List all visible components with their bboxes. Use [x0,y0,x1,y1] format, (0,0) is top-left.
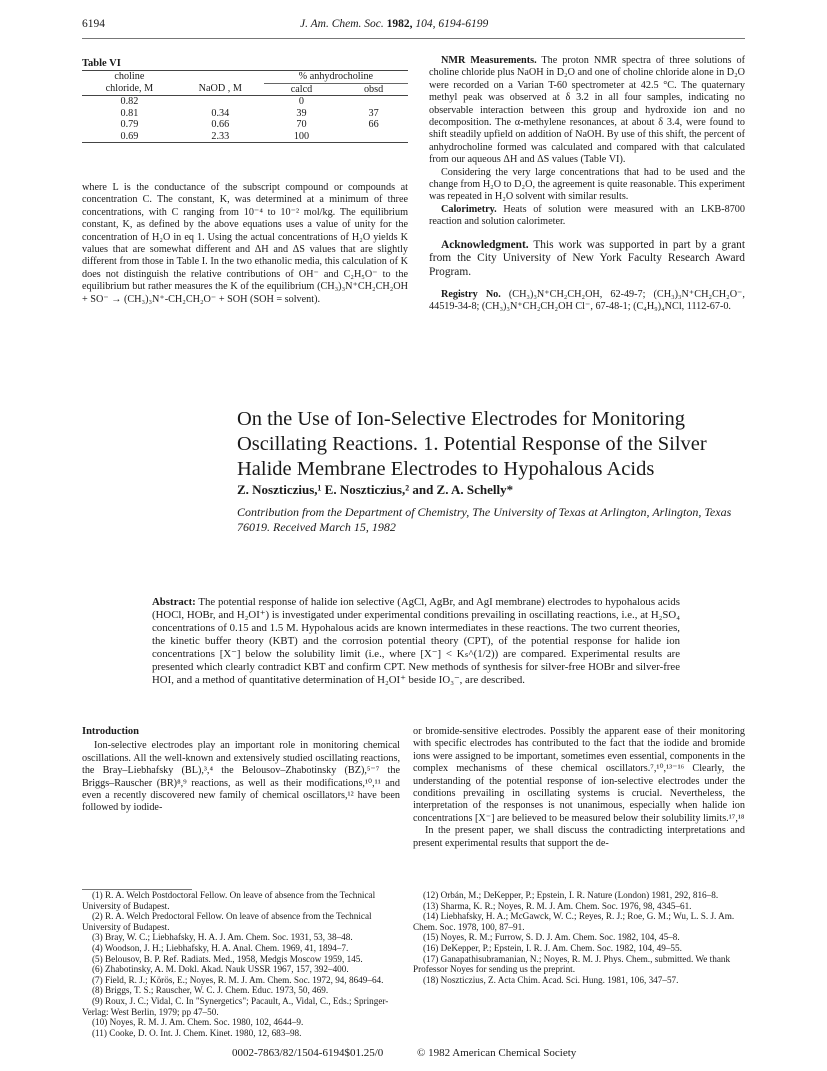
intro-left-column [82,726,400,815]
footnote: (14) Liebhafsky, H. A.; McGawck, W. C.; Reyes, R. J.; Roe, G. M.; Wu, L. S. J. Am. Chem. Soc. 1978, 100, 87–91. [413,911,735,932]
running-head [300,18,488,30]
paragraph: where L is the conductance of the subscript compound or compounds at concentration C. The constant, K, was determined at a minimum of three concentrations, with C ranging from 10⁻⁴ to 10⁻² mol/kg. The equilibrium constant, K, as defined by the above equations uses a value of unity for the concentration of H₂O in eq 1. Using the actual concentrations of H₂O yields K values that are somewhat different and ΔH and ΔS values that are slightly different from those in Table I. In the two ethanolic media, this calculation of K does not distinguish the relative contributions of OH⁻ and C₂H₅O⁻ to the equilibrium but rather measures the K of the equilibrium (CH₃)₃N⁺CH₂CH₂OH + SO⁻ → (CH₃)₃N⁺-CH₂CH₂O⁻ + SOH (SOH = solvent). [82,182,408,305]
col-calcd-header: calcd [290,83,313,95]
table-title: Table VI [82,58,121,69]
footnote: (4) Woodson, J. H.; Liebhafsky, H. A. Anal. Chem. 1969, 41, 1894–7. [92,942,349,953]
paragraph-registry [429,289,745,314]
table-cell: 0.79 [120,119,139,130]
intro-right-column [413,726,745,850]
nmr-heading: NMR Measurements. [441,55,537,66]
footnote: (8) Briggs, T. S.; Rauscher, W. C. J. Chem. Educ. 1973, 50, 469. [92,985,329,996]
col-choline-line2: chloride, M [105,83,154,95]
table-row [82,96,408,108]
table-cell: 0.82 [120,96,139,107]
registry-heading: Registry No. [441,288,501,300]
table-row [82,119,408,131]
footnote: (17) Ganapathisubramanian, N.; Noyes, R. M. J. Phys. Chem., submitted. We thank Professor Noyes for sending us the preprint. [413,953,731,975]
abstract [152,596,680,687]
data-table [82,70,408,143]
col-choline-line1: choline [114,71,145,83]
registry-text: (CH₃)₃N⁺CH₂CH₂OH, 62-49-7; (CH₃)₃N⁺CH₂CH₂O⁻, 44519-34-8; (CH₃)₃N⁺CH₂CH₂OH Cl⁻, 67-48-1; (C₄H₉)₄NCl, 1112-67-0. [429,288,745,313]
col-group-header: % anhydrocholine [264,71,408,83]
footer-copyright: © 1982 American Chemical Society [417,1047,577,1059]
table-cell [339,131,408,143]
paragraph: In the present paper, we shall discuss the contradicting interpretations and present experimental results that support the de- [413,825,745,849]
table-cell: 0.34 [211,107,230,119]
footnote: (1) R. A. Welch Postdoctoral Fellow. On leave of absence from the Technical University of Budapest. [82,890,376,911]
footnote: (9) Roux, J. C.; Vidal, C. In "Synergetics"; Pacault, A., Vidal, C., Eds.; Springer-Verlag: West Berlin, 1979; pp 47–50. [82,995,389,1017]
paragraph: Considering the very large concentrations that had to be used and the change from H₂O to D₂O, the agreement is quite reasonable. This experiment was repeated in H₂O solvent with similar results. [429,166,745,203]
footnote: (18) Noszticzius, Z. Acta Chim. Acad. Sci. Hung. 1981, 106, 347–57. [423,974,679,985]
table-cell: 0 [298,96,305,107]
paragraph: or bromide-sensitive electrodes. Possibly the apparent ease of their monitoring with specific electrodes has contributed to the fact that the iodide and bromide ions were assigned to be important, sometimes even essential, components in the complex mechanisms of these chemical oscillators.⁷,¹⁰,¹³⁻¹⁶ Clearly, the understanding of the potential response of ion-selective electrodes under the conditions prevailing in oscillating systems is crucial. Nevertheless, the interpretation of the responses is not unanimous, especially when halide ion concentrations [X⁻] are believed to be measured below their solubility limits.¹⁷,¹⁸ [413,726,745,824]
journal-volume-pages: 104, 6194-6199 [415,18,489,30]
section-heading: Introduction [82,726,139,737]
right-column-text [429,55,745,314]
footnote: (16) DeKepper, P.; Epstein, I. R. J. Am. Chem. Soc. 1982, 104, 49–55. [423,942,682,953]
footnote: (7) Field, R. J.; Körös, E.; Noyes, R. M. J. Am. Chem. Soc. 1972, 94, 8649–64. [92,974,384,985]
table-cell: 0.66 [211,119,230,130]
paragraph-nmr [429,55,745,167]
footnotes-left [82,889,400,1038]
header-rule [82,38,745,39]
footnote: (2) R. A. Welch Predoctoral Fellow. On leave of absence from the Technical University of Budapest. [82,911,372,932]
col-naod-header: NaOD , M [198,83,242,95]
footnote: (11) Cooke, D. O. Int. J. Chem. Kinet. 1980, 12, 683–98. [92,1027,302,1038]
table-row [82,131,408,143]
table-cell [177,96,264,108]
table-cell: 70 [296,119,307,130]
journal-name: J. Am. Chem. Soc. [300,18,384,30]
page-number: 6194 [82,18,105,30]
footnote: (10) Noyes, R. M. J. Am. Chem. Soc. 1980, 102, 4644–9. [92,1017,304,1028]
abstract-heading: Abstract: [152,596,196,608]
footnote: (3) Bray, W. C.; Liebhafsky, H. A. J. Am. Chem. Soc. 1931, 53, 38–48. [92,932,353,943]
table-cell: 0.81 [120,107,139,119]
article-contribution: Contribution from the Department of Chemistry, The University of Texas at Arlington, Arlington, Texas 76019. Received March 15, 1982 [237,505,732,534]
footnote: (15) Noyes, R. M.; Furrow, S. D. J. Am. Chem. Soc. 1982, 104, 45–8. [423,932,680,943]
nmr-text: The proton NMR spectra of three solutions of choline chloride plus NaOH in D₂O and one of choline chloride alone in D₂O were recorded on a Varian T-60 spectrometer at 42.5 °C. The quaternary methyl peak was observed at δ 3.2 in all four samples, indicating no observable interaction between this group and hydroxide ion and no decomposition. The α-methylene resonances, at about δ 3.4, were found to shift steadily upfield on addition of NaOH. By use of this shift, the percent of anhydrocholine formed was calculated and compared with that calculated from our aqueous ΔH and ΔS values (Table VI). [429,55,745,166]
ack-heading: Acknowledgment. [441,238,529,251]
footer-code: 0002-7863/82/1504-6194$01.25/0 [232,1047,384,1059]
paragraph: Ion-selective electrodes play an important role in monitoring chemical oscillations. All the well-known and extensively studied oscillating reactions, the Bray–Liebhafsky (BL),³,⁴ the Belousov–Zhabotinsky (BZ),⁵⁻⁷ the Briggs–Rauscher (BR)⁸,⁹ reactions, as well as their modifications,¹⁰,¹¹ and even a recently discovered new family of chemical oscillators,¹² have been followed by iodide- [82,740,400,814]
paragraph-calorimetry [429,204,745,229]
footnote: (5) Belousov, B. P. Ref. Radiats. Med., 1958, Medgis Moscow 1959, 145. [92,953,363,964]
col-obsd-header: obsd [363,83,384,95]
calorimetry-text: Heats of solution were measured with an LKB-8700 reaction and solution calorimeter. [429,203,745,228]
footnote: (13) Sharma, K. R.; Noyes, R. M. J. Am. Chem. Soc. 1976, 98, 4345–61. [423,900,692,911]
footnotes-right [413,889,745,985]
calorimetry-heading: Calorimetry. [441,203,497,215]
abstract-text: The potential response of halide ion selective (AgCl, AgBr, and AgI membrane) electrodes to hypohalous acids (HOCl, HOBr, and H₂OI⁺) is investigated under experimental conditions prevailing in oscillating reactions, i.e., at H₂SO₄ concentrations of 0.15 and 1.5 M. Hypohalous acids are known intermediates in these reactions. The two current theories, the kinetic buffer theory (KBT) and the corrosion potential theory (CPT), of the potential response for halide ion concentrations [X⁻] below the solubility limit (i.e., where [X⁻] < Kₛ^(1/2)) are compared. Experimental results are presented which clearly contradict KBT and confirm CPT. New methods of synthesis for silver-free HOBr and silver-free HOI, and a method of quantitative determination of H₂OI⁺ beside IO₃⁻, are described. [152,596,680,686]
journal-year: 1982, [386,18,413,30]
table-cell: 2.33 [211,130,230,142]
article-authors: Z. Noszticzius,¹ E. Noszticzius,² and Z. A. Schelly* [237,482,514,497]
ack-text: This work was supported in part by a grant from the City University of New York Faculty Research Award Program. [429,238,745,278]
footnote: (6) Zhabotinsky, A. M. Dokl. Akad. Nauk USSR 1967, 157, 392–400. [92,964,349,975]
table-cell: 100 [293,130,310,142]
footnote: (12) Orbán, M.; DeKepper, P.; Epstein, I. R. Nature (London) 1981, 292, 816–8. [423,890,719,900]
table-cell: 0.69 [120,130,139,142]
article-title: On the Use of Ion-Selective Electrodes for Monitoring Oscillating Reactions. 1. Potential Response of the Silver Halide Membrane Electrodes to Hypohalous Acids [237,408,707,480]
table-cell: 37 [368,107,379,119]
table-row [82,108,408,120]
left-column-text [82,182,408,306]
paragraph-acknowledgment [429,239,745,279]
table-cell: 39 [296,107,307,119]
table-cell: 66 [368,119,379,130]
table-cell [339,96,408,108]
